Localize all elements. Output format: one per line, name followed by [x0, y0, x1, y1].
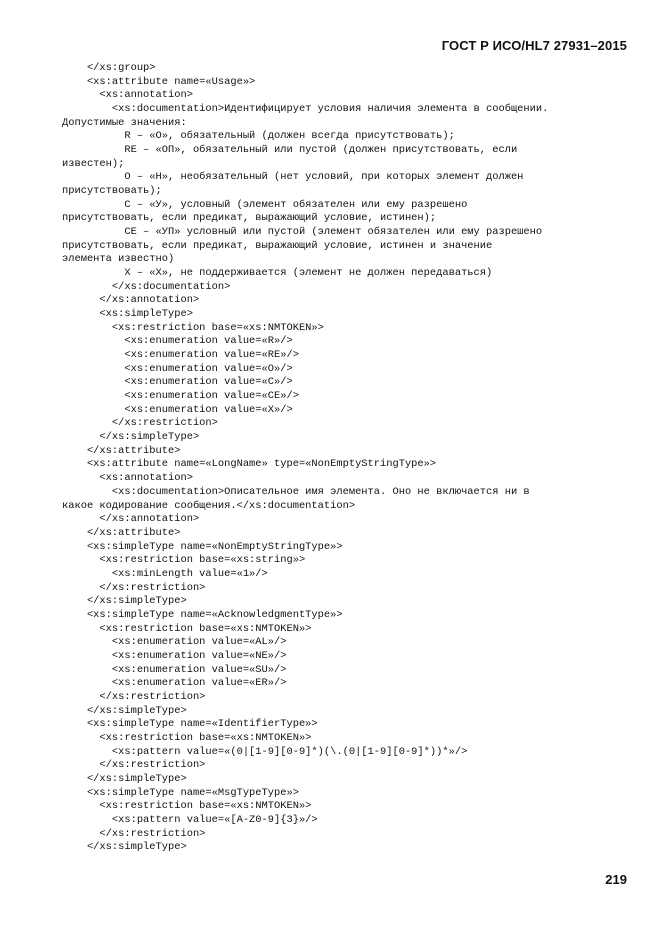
code-line: элемента известно)	[62, 253, 175, 266]
code-line: С – «У», условный (элемент обязателен или ему разрешено	[62, 198, 468, 211]
code-line: <xs:restriction base=«xs:NMTOKEN»>	[62, 800, 312, 813]
code-line: <xs:simpleType>	[62, 308, 193, 321]
code-line: <xs:simpleType name=«NonEmptyStringType»>	[62, 540, 343, 553]
code-line: </xs:attribute>	[62, 526, 181, 539]
code-line: <xs:enumeration value=«ER»/>	[62, 677, 287, 690]
code-line: <xs:attribute name=«LongName» type=«NonEmptyStringType»>	[62, 458, 437, 471]
code-line: <xs:attribute name=«Usage»>	[62, 75, 256, 88]
code-line: <xs:restriction base=«xs:NMTOKEN»>	[62, 321, 324, 334]
code-line: </xs:restriction>	[62, 581, 206, 594]
code-line: <xs:enumeration value=«SU»/>	[62, 663, 287, 676]
code-line: </xs:annotation>	[62, 294, 200, 307]
code-line: <xs:enumeration value=«R»/>	[62, 335, 293, 348]
code-line: </xs:simpleType>	[62, 841, 187, 854]
code-line: <xs:pattern value=«(0|[1-9][0-9]*)(\.(0|[1-9][0-9]*))*»/>	[62, 745, 468, 758]
code-line: </xs:restriction>	[62, 759, 206, 772]
code-line: Допустимые значения:	[62, 116, 187, 129]
code-line: <xs:enumeration value=«CE»/>	[62, 390, 299, 403]
code-line: <xs:enumeration value=«X»/>	[62, 403, 293, 416]
code-line: </xs:restriction>	[62, 417, 218, 430]
code-line: присутствовать);	[62, 185, 162, 198]
code-line: <xs:enumeration value=«AL»/>	[62, 636, 287, 649]
code-line: </xs:restriction>	[62, 827, 206, 840]
code-line: <xs:enumeration value=«O»/>	[62, 362, 293, 375]
code-line: X – «X», не поддерживается (элемент не должен передаваться)	[62, 267, 493, 280]
code-line: известен);	[62, 157, 125, 170]
code-line: <xs:restriction base=«xs:NMTOKEN»>	[62, 622, 312, 635]
code-line: <xs:simpleType name=«IdentifierType»>	[62, 718, 318, 731]
code-line: <xs:restriction base=«xs:string»>	[62, 554, 306, 567]
code-line: </xs:group>	[62, 62, 156, 74]
code-line: <xs:enumeration value=«NE»/>	[62, 649, 287, 662]
code-line: <xs:minLength value=«1»/>	[62, 567, 268, 580]
code-line: <xs:enumeration value=«RE»/>	[62, 349, 299, 362]
code-line: присутствовать, если предикат, выражающий условие, истинен);	[62, 212, 437, 225]
code-line: СЕ – «УП» условный или пустой (элемент обязателен или ему разрешено	[62, 226, 543, 239]
code-line: </xs:annotation>	[62, 513, 200, 526]
code-line: </xs:simpleType>	[62, 431, 200, 444]
code-line: О – «Н», необязательный (нет условий, при которых элемент должен	[62, 171, 524, 184]
code-line: </xs:simpleType>	[62, 772, 187, 785]
code-line: <xs:simpleType name=«AcknowledgmentType»>	[62, 608, 343, 621]
document-header-title: ГОСТ Р ИСО/HL7 27931–2015	[441, 38, 627, 53]
code-line: </xs:documentation>	[62, 280, 231, 293]
code-line: <xs:pattern value=«[A-Z0-9]{3}»/>	[62, 813, 318, 826]
code-line: </xs:restriction>	[62, 690, 206, 703]
code-line: <xs:annotation>	[62, 472, 193, 485]
code-line: R – «О», обязательный (должен всегда присутствовать);	[62, 130, 455, 143]
code-line: <xs:annotation>	[62, 89, 193, 102]
code-line: </xs:attribute>	[62, 444, 181, 457]
xml-schema-listing	[62, 62, 632, 855]
code-line: <xs:documentation>Описательное имя элемента. Оно не включается ни в	[62, 485, 530, 498]
code-line: <xs:enumeration value=«C»/>	[62, 376, 293, 389]
code-line: <xs:restriction base=«xs:NMTOKEN»>	[62, 731, 312, 744]
code-line: присутствовать, если предикат, выражающий условие, истинен и значение	[62, 239, 493, 252]
page-number: 219	[605, 872, 627, 887]
code-line: <xs:documentation>Идентифицирует условия наличия элемента в сообщении.	[62, 103, 549, 116]
code-line: <xs:simpleType name=«MsgTypeType»>	[62, 786, 299, 799]
code-line: </xs:simpleType>	[62, 704, 187, 717]
code-line: </xs:simpleType>	[62, 595, 187, 608]
code-line: какое кодирование сообщения.</xs:documentation>	[62, 499, 356, 512]
code-line: RE – «ОП», обязательный или пустой (должен присутствовать, если	[62, 144, 518, 157]
